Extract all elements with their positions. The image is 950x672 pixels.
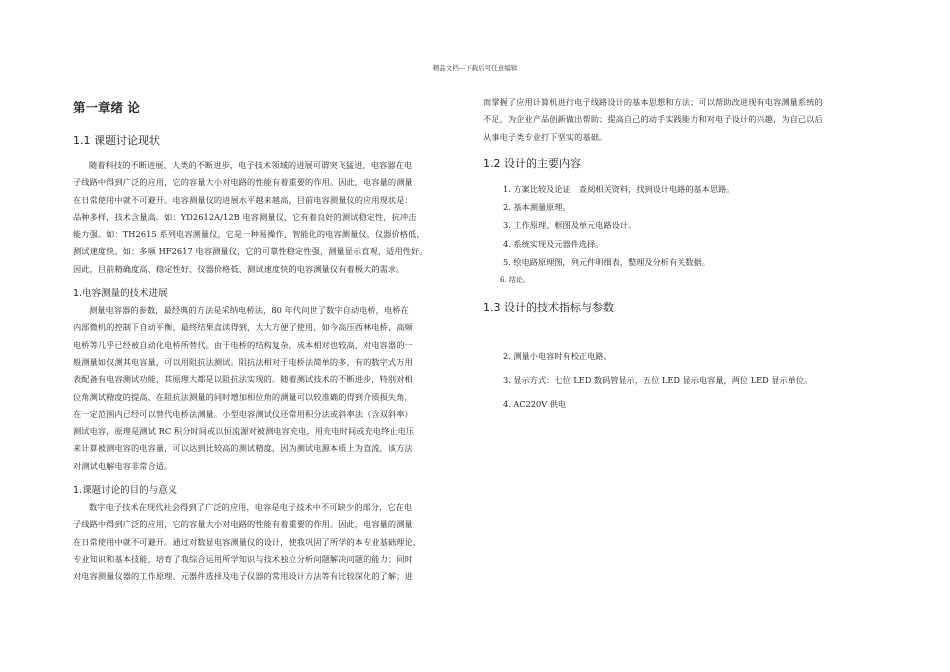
text-line: 对测试电解电容非常合适。 — [73, 460, 173, 471]
page-header-note: 精品文档---下载后可任意编辑 — [432, 64, 518, 72]
text-line: 子线路中得到广泛的应用，它的容量大小对电路的性能有着重要的作用。因此，电容量的测量 — [73, 177, 413, 188]
list-item: 4. 系统实现及元器件选择。 — [503, 238, 604, 249]
section-1-1-title: 1.1 课题讨论现状 — [73, 134, 160, 147]
text-line: 位角测试精度的提高，在阻抗法测量的同时增加相位角的测量可以较准确的得到介质损失角， — [73, 391, 413, 402]
list-item: 4. AC220V 供电 — [503, 398, 567, 409]
section-1-1-body — [73, 157, 473, 278]
text-line: 在日常使用中就不可避开。通过对数显电容测量仪的设计，使我巩固了所学的本专业基础理论、 — [73, 536, 422, 547]
list-item: 2. 基本测量原理。 — [503, 202, 571, 213]
chapter-title: 第一章绪 论 — [73, 100, 140, 115]
list-item: 5. 绘电路原理图，列元件明细表，整理及分析有关数据。 — [503, 257, 710, 268]
subsection-tech-progress-title: 1.电容测量的技术进展 — [73, 288, 168, 300]
text-line: 表配备有电容测试功能，其原理大都是以阻抗法实现的。随着测试技术的不断进步，特别对相 — [73, 374, 413, 385]
text-line: 不足，为企业产品创新做出帮助；提高自己的动手实践能力和对电子设计的兴趣，为自己以后 — [483, 114, 823, 125]
continued-paragraph — [483, 94, 881, 146]
left-column — [73, 94, 473, 586]
list-item: 1. 方案比较及论证 查阅相关资料，找到设计电路的基本思路。 — [503, 183, 735, 194]
text-line: 对电容测量仪器的工作原理、元器件选择及电子仪器的常用设计方法等有比较深化的了解；进 — [73, 571, 413, 582]
spec-list — [483, 344, 881, 416]
text-line: 而掌握了应用计算机进行电子线路设计的基本思想和方法；可以帮助改进现有电容测量系统的 — [483, 97, 823, 107]
list-item: 2. 测量小电容时有校正电路。 — [503, 350, 612, 361]
text-line: 测试速度快。如：多频 HF2617 电容测量仪，它的可靠性稳定性强，测量显示直观，适用性好。 — [73, 246, 428, 257]
list-item: 3. 工作原理、框图及单元电路设计。 — [503, 220, 637, 231]
text-line: 专业知识和基本技能，培育了我综合运用所学知识与技术独立分析问题解决问题的能力；同时 — [73, 553, 413, 564]
text-line: 内部微机的控制下自动平衡，最终结果直读得到，大大方便了使用，如今高压西林电桥、高频 — [73, 322, 413, 333]
list-item: 3. 显示方式：七位 LED 数码管显示，五位 LED 显示电容量，两位 LED 显示单位。 — [503, 374, 813, 385]
text-line: 数字电子技术在现代社会得到了广泛的应用，电容是电子技术中不可缺少的部分，它在电 — [89, 502, 413, 513]
list-item: 6. 结论。 — [500, 276, 530, 285]
text-line: 测量电容器的参数，最经典的方法是采纳电桥法，80 年代问世了数字自动电桥，电桥在 — [89, 305, 409, 316]
text-line: 品种多样，技术含量高。如：YD2612A/12B 电容测量仪，它有着良好的测试稳定性，抗冲击 — [73, 211, 417, 222]
text-line: 能力强。如：TH2615 系列电容测量仪，它是一种易操作、智能化的电容测量仪，仪器价格低， — [73, 229, 425, 240]
text-line: 电桥等几乎已经被自动化电桥所替代。由于电桥的结构复杂，成本相对也较高，对电容器的一 — [73, 339, 413, 350]
subsection-tech-progress-body — [73, 302, 473, 475]
text-line: 子线路中得到广泛的应用，它的容量大小对电路的性能有着重要的作用。因此，电容量的测量 — [73, 519, 413, 530]
subsection-purpose-body — [73, 499, 473, 585]
text-line: 因此，目前精确度高、稳定性好、仪器价格低、测试速度快的电容测量仪有着极大的需求。 — [73, 263, 405, 274]
text-line: 般测量如仅测其电容量，可以用阻抗法测试。阻抗法相对于电桥法简单的多，有的数字式万用 — [73, 356, 413, 367]
text-line: 在一定范围内已经可以替代电桥法测量。小型电容测试仪还常用积分法或斜率法（含双斜率） — [73, 408, 413, 419]
text-line: 测试电容，原理是测试 RC 积分时间或以恒流源对被测电容充电，用充电时间或充电终止电压 — [73, 426, 415, 437]
main-content-list — [483, 180, 881, 290]
text-line: 随着科技的不断进展，人类的不断进步，电子技术领域的进展可谓突飞猛进，电容器在电 — [89, 160, 413, 170]
text-line: 在日常使用中就不可避开。电容测量仪的进展水平越来越高，目前电容测量仪的应用现状是： — [73, 194, 413, 205]
right-column — [483, 94, 881, 416]
subsection-purpose-title: 1.课题讨论的目的与意义 — [73, 485, 178, 497]
text-line: 来计算被测电容的电容量，可以达到比较高的测试精度，因为测试电源本质上为直流，该方法 — [73, 443, 413, 454]
text-line: 从事电子类专业打下坚实的基础。 — [483, 131, 608, 142]
section-1-3-title: 1.3 设计的技术指标与参数 — [483, 300, 614, 314]
section-1-2-title: 1.2 设计的主要内容 — [483, 156, 581, 170]
